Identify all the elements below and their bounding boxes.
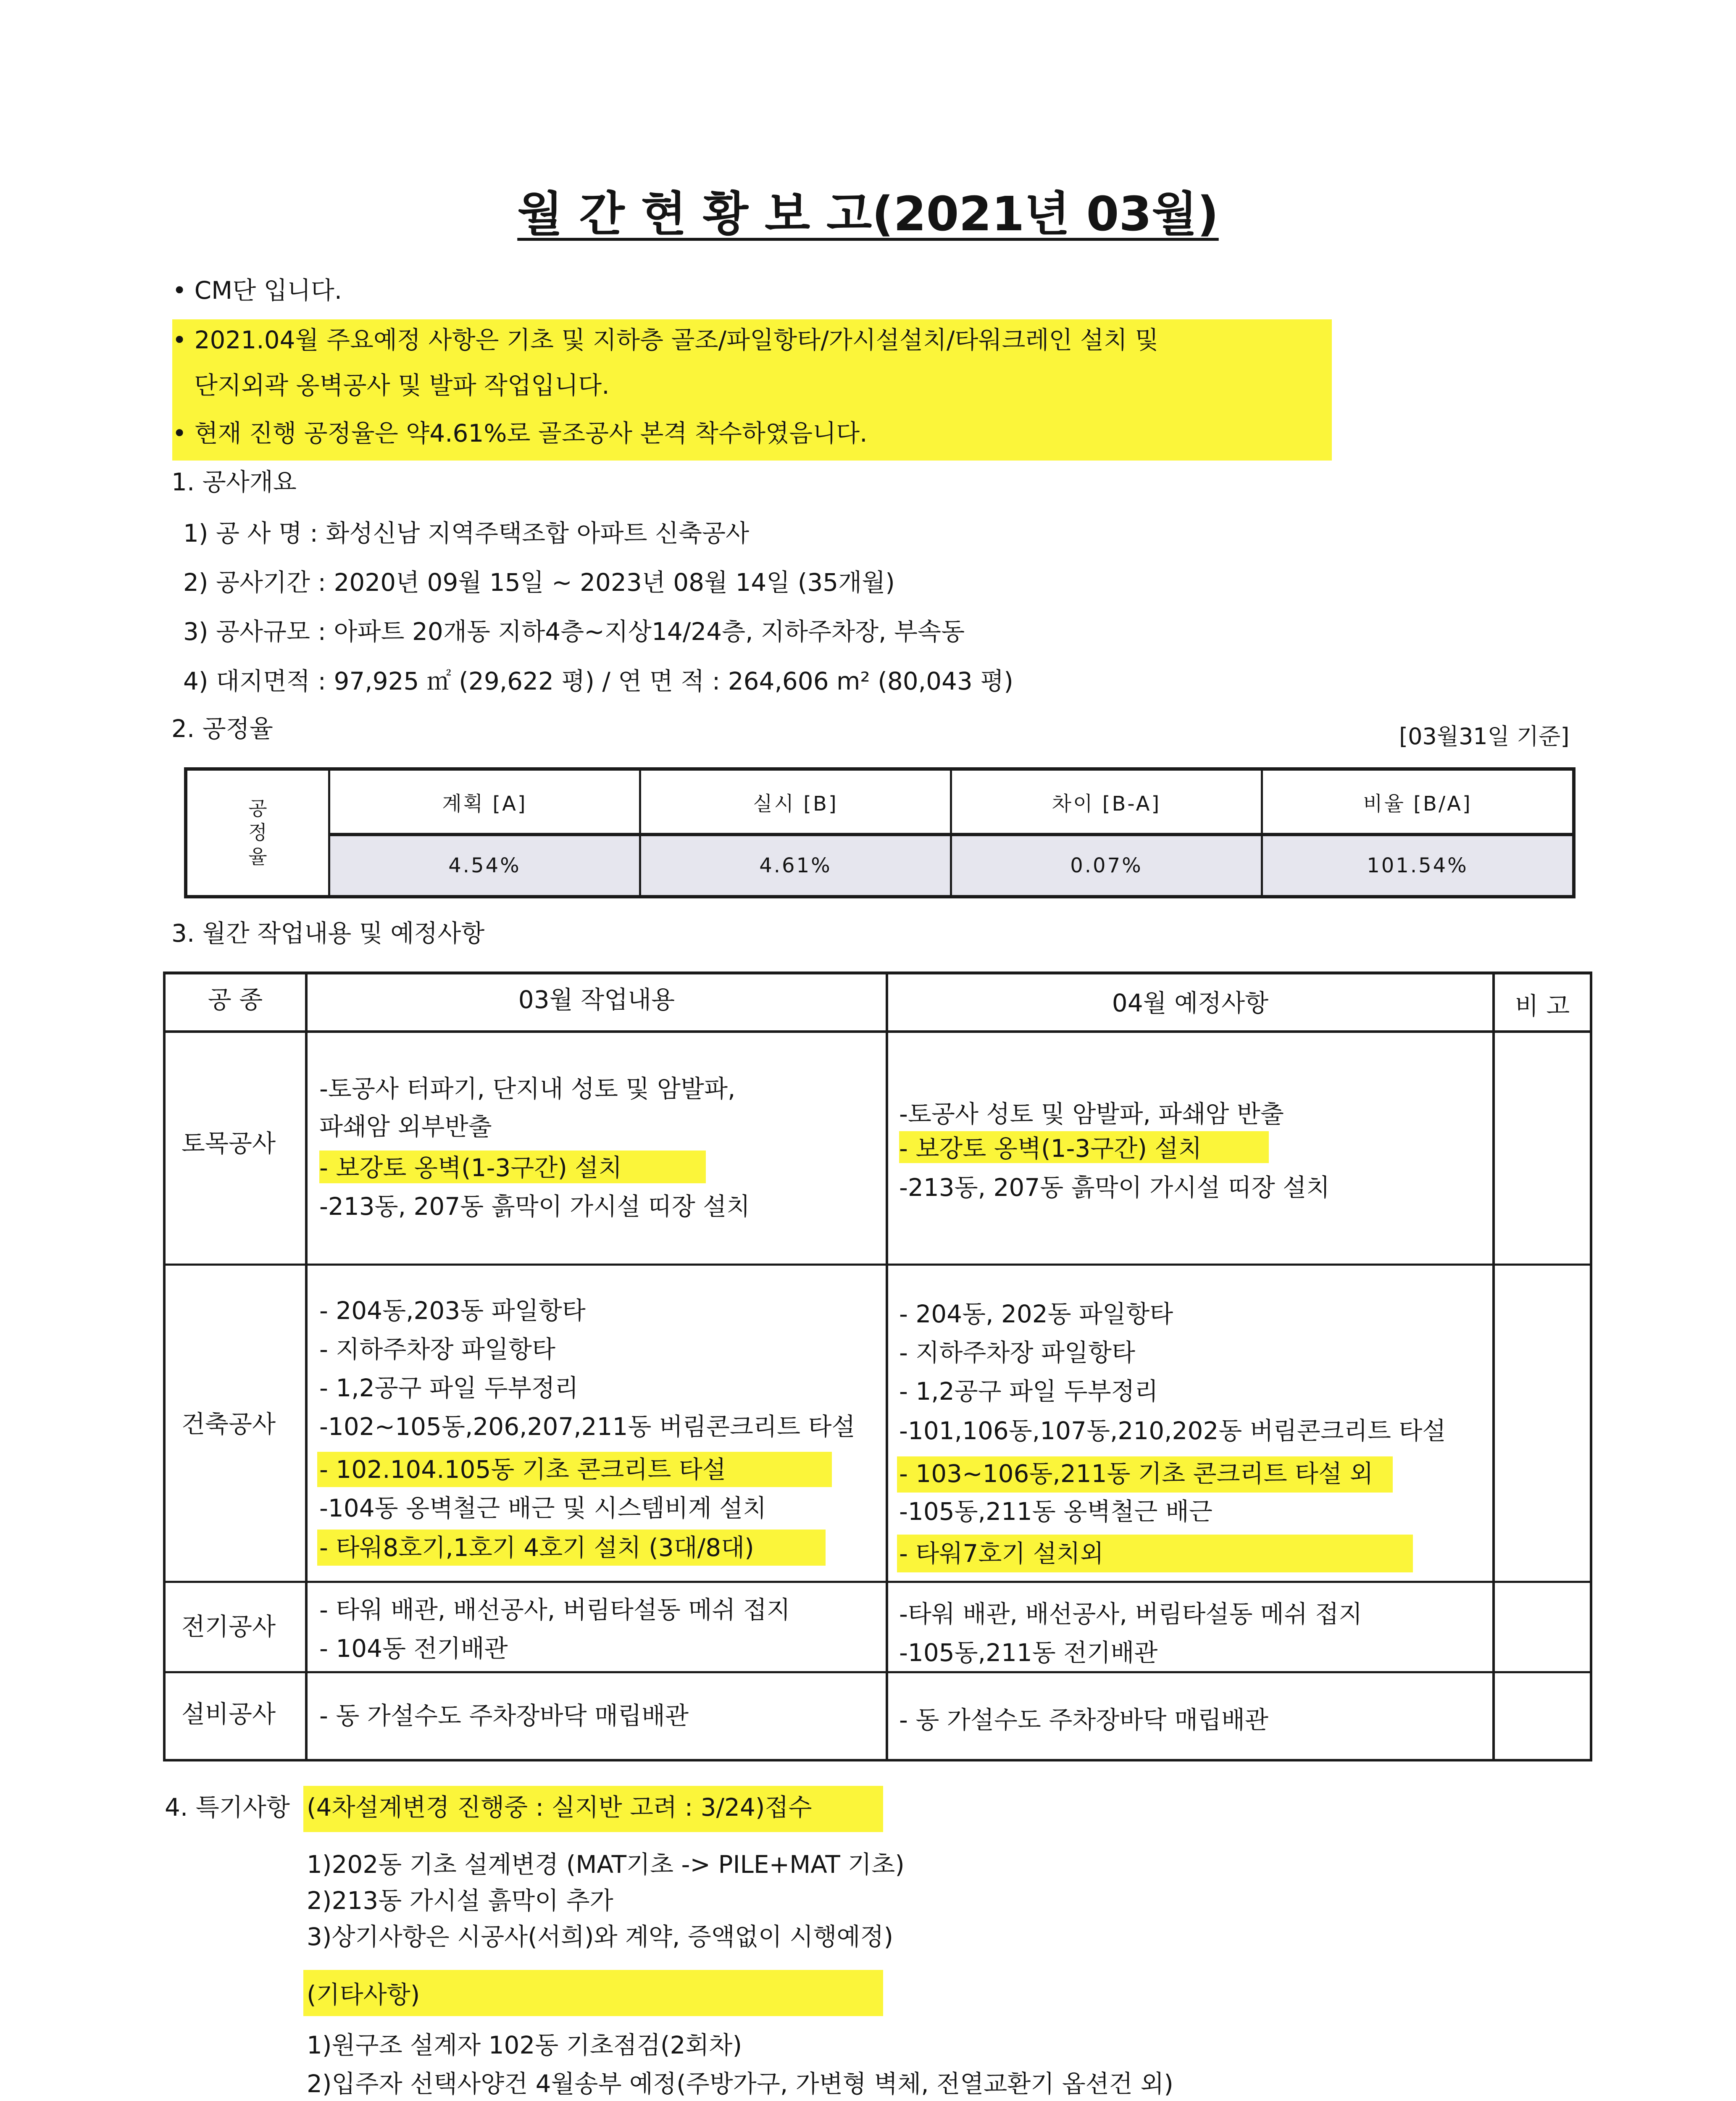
intro-line-4: • 현재 진행 공정율은 약4.61%로 골조공사 본격 착수하였음니다.: [172, 419, 868, 448]
section4-other-heading: (기타사항): [307, 1980, 420, 2009]
rate-value-ratio: 101.54%: [1263, 836, 1572, 895]
section4-item-2: 2)213동 가시설 흙막이 추가: [307, 1886, 613, 1915]
rate-row-label: [187, 771, 330, 895]
header-april: 04월 예정사항: [1112, 989, 1269, 1017]
elec-april-2: -105동,211동 전기배관: [899, 1638, 1158, 1667]
section1-item-3: 3) 공사규모 : 아파트 20개동 지하4층~지상14/24층, 지하주차장, 부속동: [183, 617, 965, 646]
section1-heading: 1. 공사개요: [171, 468, 297, 496]
section4-item-3: 3)상기사항은 시공사(서희)와 계약, 증액없이 시행예정): [307, 1922, 894, 1951]
rate-basis: [03월31일 기준]: [1399, 723, 1570, 750]
arch-march-2: - 지하주차장 파일항타: [319, 1335, 556, 1364]
table-border-bottom: [163, 1759, 1592, 1761]
rate-header-ratio: 비율 [B/A]: [1263, 771, 1572, 836]
section4-item-1: 1)202동 기초 설계변경 (MAT기초 -> PILE+MAT 기초): [307, 1850, 905, 1879]
civil-march-1: -토공사 터파기, 단지내 성토 및 암발파,: [319, 1074, 736, 1103]
section4-heading: 4. 특기사항: [165, 1793, 290, 1822]
table-header-divider: [163, 1030, 1592, 1033]
intro-line-1: • CM단 입니다.: [172, 276, 342, 305]
mech-march-1: - 동 가설수도 주차장바닥 매립배관: [319, 1701, 689, 1730]
rate-row-label-1: 공: [248, 797, 267, 820]
arch-april-4: -101,106동,107동,210,202동 버림콘크리트 타설: [899, 1416, 1446, 1445]
arch-april-2: - 지하주차장 파일항타: [899, 1338, 1136, 1367]
page-title: 월 간 현 황 보 고(2021년 03월): [517, 187, 1219, 242]
section1-item-4: 4) 대지면적 : 97,925 ㎡ (29,622 평) / 연 면 적 : 264,606 m² (80,043 평): [183, 667, 1013, 695]
section1-item-1: 1) 공 사 명 : 화성신남 지역주택조합 아파트 신축공사: [183, 519, 750, 548]
header-trade: 공 종: [208, 985, 263, 1014]
rate-row-label-3: 율: [248, 845, 267, 868]
elec-march-1: - 타워 배관, 배선공사, 버림타설동 메쉬 접지: [319, 1595, 790, 1624]
table-row-divider-1: [163, 1264, 1592, 1266]
rate-header-diff: 차이 [B-A]: [952, 771, 1263, 836]
intro-line-3: 단지외곽 옹벽공사 및 발파 작업입니다.: [194, 371, 610, 400]
civil-april-1: -토공사 성토 및 암발파, 파쇄암 반출: [899, 1100, 1284, 1128]
arch-april-7: - 타워7호기 설치외: [899, 1539, 1104, 1568]
elec-march-2: - 104동 전기배관: [319, 1634, 508, 1663]
arch-march-1: - 204동,203동 파일항타: [319, 1296, 586, 1325]
arch-march-4: -102~105동,206,207,211동 버림콘크리트 타설: [319, 1412, 855, 1441]
section4-other-item-1: 1)원구조 설계자 102동 기초점검(2회차): [307, 2031, 742, 2059]
civil-march-2: 파쇄암 외부반출: [319, 1112, 492, 1141]
section4-highlight-text: (4차설계변경 진행중 : 실지반 고려 : 3/24)접수: [307, 1793, 812, 1822]
section2-heading: 2. 공정율: [171, 714, 273, 743]
rate-header-plan: 계획 [A]: [330, 771, 641, 836]
rate-value-diff: 0.07%: [952, 836, 1263, 895]
arch-april-5: - 103~106동,211동 기초 콘크리트 타설 외: [899, 1459, 1373, 1488]
arch-april-6: -105동,211동 옹벽철근 배근: [899, 1497, 1213, 1526]
arch-march-3: - 1,2공구 파일 두부정리: [319, 1374, 579, 1402]
arch-march-5: - 102.104.105동 기초 콘크리트 타설: [319, 1455, 726, 1484]
mech-april-1: - 동 가설수도 주차장바닥 매립배관: [899, 1706, 1269, 1734]
table-col-divider-2: [886, 972, 888, 1761]
rate-value-plan: 4.54%: [330, 836, 641, 895]
trade-mechanical: 설비공사: [181, 1700, 276, 1728]
table-border-left: [163, 972, 166, 1761]
arch-april-3: - 1,2공구 파일 두부정리: [899, 1377, 1158, 1406]
table-col-divider-1: [305, 972, 308, 1761]
elec-april-1: -타워 배관, 배선공사, 버림타설동 메쉬 접지: [899, 1600, 1362, 1628]
civil-april-3: -213동, 207동 흙막이 가시설 띠장 설치: [899, 1173, 1330, 1202]
section1-item-2: 2) 공사기간 : 2020년 09월 15일 ~ 2023년 08월 14일 (35개월): [183, 568, 895, 597]
section4-other-item-2: 2)입주자 선택사양건 4월송부 예정(주방가구, 가변형 벽체, 전열교환기 옵션건 외): [307, 2069, 1173, 2098]
header-note: 비 고: [1515, 992, 1570, 1020]
table-row-divider-2: [163, 1581, 1592, 1583]
table-row-divider-3: [163, 1671, 1592, 1673]
trade-architecture: 건축공사: [181, 1410, 276, 1438]
civil-march-4: -213동, 207동 흙막이 가시설 띠장 설치: [319, 1192, 750, 1221]
table-col-divider-3: [1492, 972, 1495, 1761]
arch-march-6: -104동 옹벽철근 배근 및 시스템비계 설치: [319, 1494, 767, 1522]
table-border-right: [1590, 972, 1592, 1761]
rate-value-actual: 4.61%: [641, 836, 952, 895]
progress-rate-table: [184, 767, 1576, 898]
civil-april-2: - 보강토 옹벽(1-3구간) 설치: [899, 1134, 1202, 1163]
civil-march-3: - 보강토 옹벽(1-3구간) 설치: [319, 1153, 622, 1182]
header-march: 03월 작업내용: [518, 985, 675, 1014]
intro-line-2: • 2021.04월 주요예정 사항은 기초 및 지하층 골조/파일항타/가시설설치/타워크레인 설치 및: [172, 326, 1159, 354]
rate-header-actual: 실시 [B]: [641, 771, 952, 836]
section3-heading: 3. 월간 작업내용 및 예정사항: [171, 919, 485, 948]
arch-march-7: - 타워8호기,1호기 4호기 설치 (3대/8대): [319, 1533, 754, 1562]
arch-april-1: - 204동, 202동 파일항타: [899, 1300, 1173, 1328]
trade-civil: 토목공사: [181, 1129, 276, 1158]
trade-electrical: 전기공사: [181, 1612, 276, 1641]
rate-row-label-2: 정: [248, 821, 267, 844]
table-border-top: [163, 972, 1592, 974]
